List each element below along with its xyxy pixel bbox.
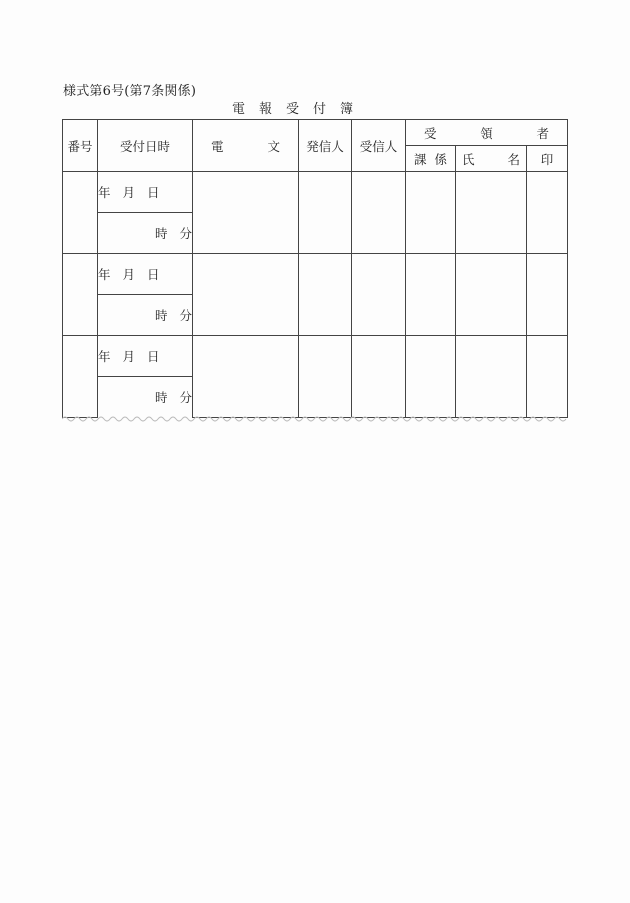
header-recipient: 受信人 bbox=[352, 120, 406, 172]
cell-recipient[interactable] bbox=[352, 172, 406, 254]
time-unit: 分 bbox=[179, 308, 192, 323]
table-row bbox=[63, 336, 568, 377]
cell-time[interactable] bbox=[98, 295, 193, 336]
cell-time[interactable] bbox=[98, 213, 193, 254]
date-unit: 月 bbox=[122, 267, 136, 282]
header-char: 係 bbox=[434, 151, 447, 167]
cell-date[interactable] bbox=[98, 172, 193, 213]
cell-telegram-text[interactable] bbox=[193, 172, 299, 254]
header-char: 名 bbox=[507, 151, 520, 167]
cell-section[interactable] bbox=[406, 336, 456, 418]
date-unit: 月 bbox=[122, 349, 136, 364]
time-unit: 分 bbox=[179, 390, 192, 406]
header-receiver bbox=[406, 120, 568, 146]
cell-name[interactable] bbox=[456, 172, 527, 254]
header-char: 者 bbox=[536, 125, 549, 141]
date-unit: 年 bbox=[98, 185, 111, 200]
date-unit: 年 bbox=[98, 267, 111, 282]
header-name bbox=[456, 146, 527, 172]
time-unit: 時 bbox=[154, 308, 168, 323]
title-char: 報 bbox=[259, 102, 273, 117]
header-char: 電 bbox=[211, 138, 224, 154]
header-char: 受 bbox=[424, 125, 437, 141]
header-telegram-text bbox=[193, 120, 299, 172]
page-title bbox=[232, 98, 367, 117]
cell-seal[interactable] bbox=[527, 254, 568, 336]
cell-date[interactable] bbox=[98, 254, 193, 295]
header-char: 氏 bbox=[462, 151, 475, 167]
cell-time[interactable] bbox=[98, 377, 193, 418]
cell-name[interactable] bbox=[456, 336, 527, 418]
header-char: 文 bbox=[267, 138, 280, 154]
cell-number[interactable] bbox=[63, 336, 98, 418]
header-sender: 発信人 bbox=[299, 120, 352, 172]
cell-telegram-text[interactable] bbox=[193, 254, 299, 336]
cell-date[interactable] bbox=[98, 336, 193, 377]
cell-sender[interactable] bbox=[299, 336, 352, 418]
table-row bbox=[63, 172, 568, 213]
title-char: 受 bbox=[286, 102, 300, 117]
title-char: 付 bbox=[313, 102, 327, 117]
table-continuation-wavy-edge bbox=[62, 414, 570, 422]
time-unit: 分 bbox=[179, 226, 192, 241]
title-char: 電 bbox=[232, 102, 246, 117]
cell-recipient[interactable] bbox=[352, 336, 406, 418]
cell-section[interactable] bbox=[406, 254, 456, 336]
date-unit: 日 bbox=[147, 185, 160, 200]
cell-sender[interactable] bbox=[299, 254, 352, 336]
date-unit: 日 bbox=[147, 267, 160, 282]
cell-name[interactable] bbox=[456, 254, 527, 336]
header-char: 課 bbox=[414, 151, 427, 167]
cell-telegram-text[interactable] bbox=[193, 336, 299, 418]
cell-seal[interactable] bbox=[527, 172, 568, 254]
time-unit: 時 bbox=[154, 226, 168, 241]
header-char: 領 bbox=[480, 125, 493, 141]
cell-sender[interactable] bbox=[299, 172, 352, 254]
telegram-ledger-table bbox=[62, 119, 568, 418]
header-section bbox=[406, 146, 456, 172]
form-label: 様式第6号(第7条関係) bbox=[63, 84, 197, 99]
time-unit: 時 bbox=[154, 390, 168, 406]
table-row bbox=[63, 254, 568, 295]
cell-recipient[interactable] bbox=[352, 254, 406, 336]
date-unit: 年 bbox=[98, 349, 111, 364]
cell-number[interactable] bbox=[63, 254, 98, 336]
title-char: 簿 bbox=[340, 102, 354, 117]
header-seal: 印 bbox=[527, 146, 568, 172]
cell-number[interactable] bbox=[63, 172, 98, 254]
date-unit: 日 bbox=[147, 349, 160, 364]
header-received-datetime: 受付日時 bbox=[98, 120, 193, 172]
cell-section[interactable] bbox=[406, 172, 456, 254]
header-number: 番号 bbox=[63, 120, 98, 172]
cell-seal[interactable] bbox=[527, 336, 568, 418]
date-unit: 月 bbox=[122, 185, 136, 200]
